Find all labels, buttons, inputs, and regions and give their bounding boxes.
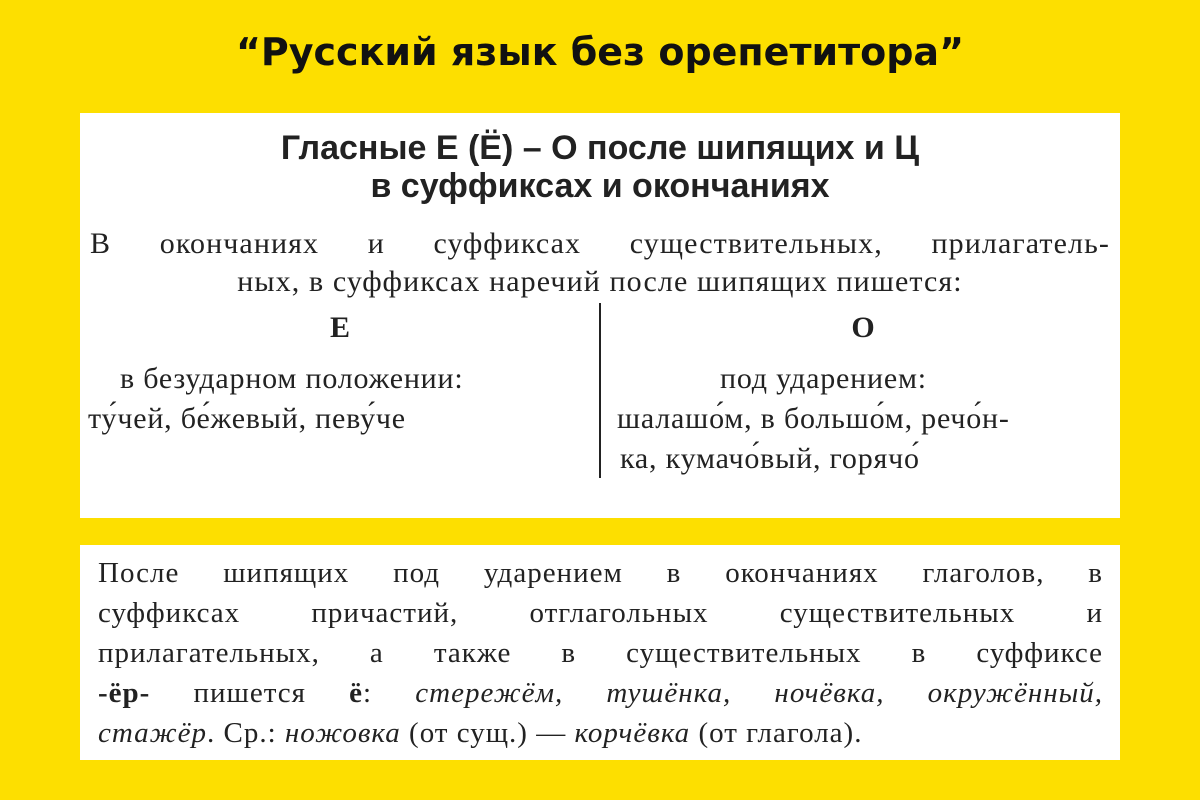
rule-title-line-2: в суффиксах и окончаниях <box>370 167 830 205</box>
note-line-5 <box>98 713 1103 753</box>
note-text: пишется <box>150 677 350 709</box>
note-line-3: прилагательных, а также в существительных в суффиксе <box>98 637 1103 669</box>
suffix-er: -ёр- <box>98 677 151 709</box>
rule-title-line-1: Гласные Е (Ё) – О после шипящих и Ц <box>280 129 920 167</box>
column-divider <box>599 303 601 478</box>
example-word: корчёвка <box>574 717 691 749</box>
column-e-examples: ту́чей, бе́жевый, певу́че <box>88 402 406 435</box>
column-o-examples-line-1: шалашо́м, в большо́м, речо́н- <box>617 402 1010 435</box>
column-e-condition: в безударном положении: <box>120 362 464 395</box>
note-text: . Ср.: <box>207 717 285 749</box>
note-line-2: суффиксах причастий, отглагольных существительных и <box>98 597 1103 629</box>
note-text: (от глагола). <box>690 717 863 749</box>
note-text: : <box>363 677 416 709</box>
example-words: стережём, тушёнка, ночёвка, окружённый, <box>415 677 1103 709</box>
rule-title <box>80 129 1120 205</box>
column-heading-e: Е <box>329 311 350 344</box>
rule-card <box>80 113 1120 518</box>
page-title: “Русский язык без орепетитора” <box>235 30 965 74</box>
rule-intro <box>90 225 1110 301</box>
example-word: стажёр <box>98 717 208 749</box>
column-heading-o: О <box>851 311 875 344</box>
example-word: ножовка <box>284 717 401 749</box>
column-o-examples-line-2: ка, кумачо́вый, горячо́ <box>620 442 920 475</box>
note-card <box>80 545 1120 760</box>
note-line-4 <box>98 673 1103 713</box>
note-text: (от сущ.) — <box>400 717 575 749</box>
rule-intro-line-1: В окончаниях и суффиксах существительных, прилагатель- <box>90 227 1110 260</box>
rule-intro-line-2: ных, в суффиксах наречий после шипящих пишется: <box>237 265 963 298</box>
note-paragraph <box>98 553 1103 753</box>
note-line-1: После шипящих под ударением в окончаниях глаголов, в <box>98 557 1103 589</box>
column-o-condition: под ударением: <box>720 362 927 395</box>
letter-yo: ё <box>349 677 364 709</box>
